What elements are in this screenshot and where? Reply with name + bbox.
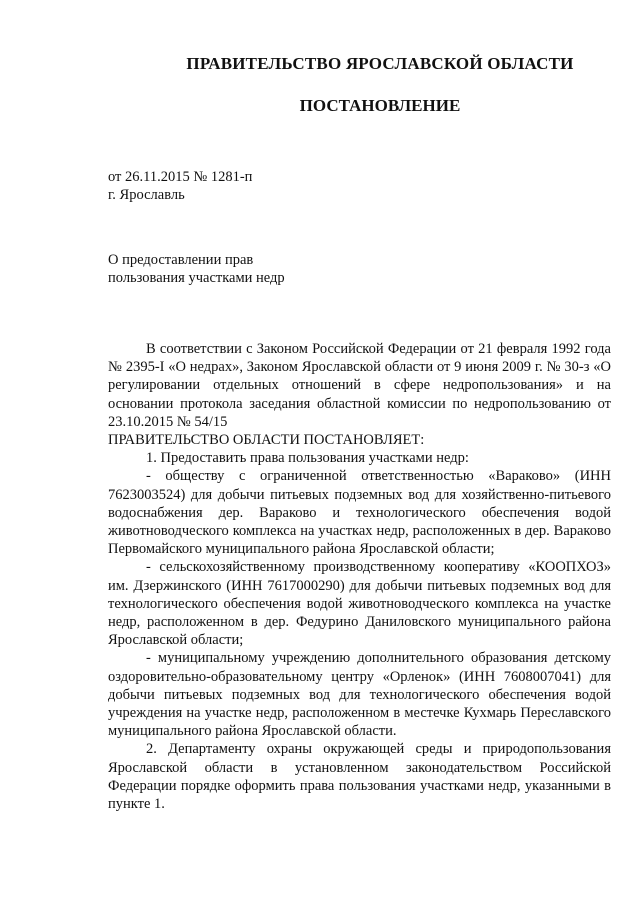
date-number: от 26.11.2015 № 1281-п bbox=[108, 169, 253, 185]
subject-line-2: пользования участками недр bbox=[108, 270, 285, 286]
item-1-orlenok: - муниципальному учреждению дополнительного образования детскому оздоровительно-образовательному центру «Орленок» (ИНН 7608007041) для добычи питьевых подземных вод для технологического обеспечения водой учреждения на участке недр, расположенном в местечке Кухмарь Переславского муниципального района Ярославской области. bbox=[108, 650, 611, 740]
document-subject bbox=[108, 251, 285, 287]
item-1: 1. Предоставить права пользования участками недр: bbox=[146, 450, 469, 467]
preamble-paragraph: В соответствии с Законом Российской Федерации от 21 февраля 1992 года № 2395-I «О недрах», Законом Ярославской области от 9 июня 2009 г. № 30-з «О регулировании отдельных отношений в сфере недропользования» и на основании протокола заседания областной комиссии по недропользованию от 23.10.2015 № 54/15 bbox=[108, 341, 611, 430]
document-body bbox=[108, 340, 611, 813]
document-type: ПОСТАНОВЛЕНИЕ bbox=[299, 96, 461, 115]
item-2: 2. Департаменту охраны окружающей среды и природопользования Ярославской области в установленном законодательством Российской Федерации порядке оформить права пользования участками недр, указанными в пункте 1. bbox=[108, 741, 611, 813]
resolves-heading: ПРАВИТЕЛЬСТВО ОБЛАСТИ ПОСТАНОВЛЯЕТ: bbox=[108, 432, 425, 449]
item-1-varakovo: - обществу с ограниченной ответственностью «Вараково» (ИНН 7623003524) для добычи питьевых подземных вод для хозяйственно-питьевого водоснабжения дер. Вараково и технологического обеспечения водой животноводческого комплекса на участках недр, расположенных в дер. Вараково Первомайского муниципального района Ярославской области; bbox=[108, 468, 611, 558]
item-1-koophoz: - сельскохозяйственному производственному кооперативу «КООПХОЗ» им. Дзержинского (ИНН 7617000290) для добычи питьевых подземных вод для технологического обеспечения водой животноводческого комплекса на участке недр, расположенном в дер. Федурино Даниловского муниципального района Ярославской области; bbox=[108, 559, 611, 649]
document-meta bbox=[108, 168, 252, 204]
city: г. Ярославль bbox=[108, 187, 185, 203]
subject-line-1: О предоставлении прав bbox=[108, 252, 254, 268]
organization-title: ПРАВИТЕЛЬСТВО ЯРОСЛАВСКОЙ ОБЛАСТИ bbox=[186, 54, 574, 73]
